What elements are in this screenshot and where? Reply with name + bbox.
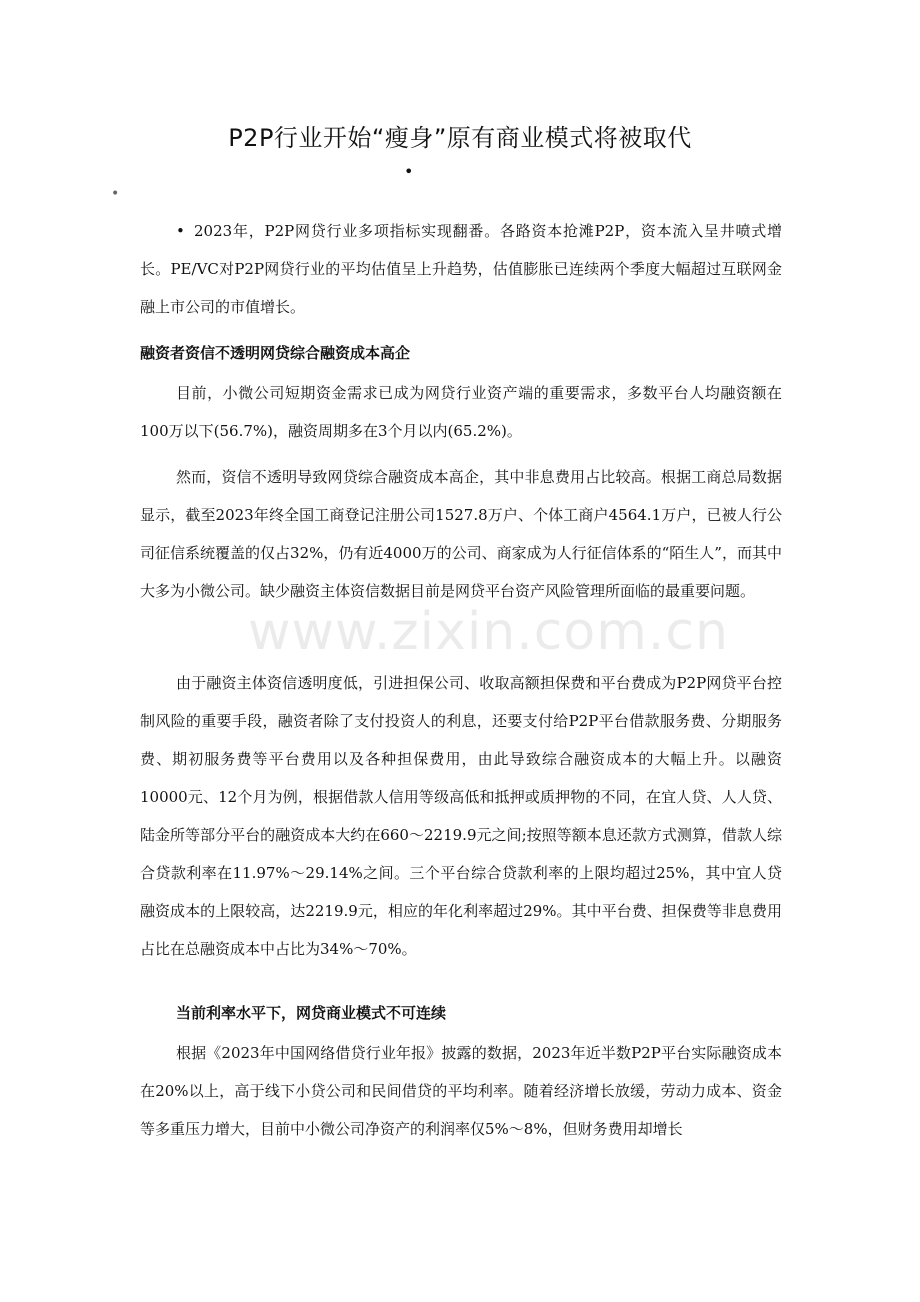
intro-paragraph [140, 212, 782, 326]
paragraph-2: 然而，资信不透明导致网贷综合融资成本高企，其中非息费用占比较高。根据工商总局数据显示，截至2023年终全国工商登记注册公司1527.8万户、个体工商户4564.1万户，已被人行公司征信系统覆盖的仅占32%，仍有近4000万的公司、商家成为人行征信体系的“陌生人”，而其中大多为小微公司。缺少融资主体资信数据目前是网贷平台资产风险管理所面临的最重要问题。 [140, 468, 782, 600]
intro-text: 2023年，P2P网贷行业多项指标实现翻番。各路资本抢滩P2P，资本流入呈井喷式增长。PE/VC对P2P网贷行业的平均估值呈上升趋势，估值膨胀已连续两个季度大幅超过互联网金融上市公司的市值增长。 [140, 222, 782, 316]
bullet-icon: • [176, 222, 185, 240]
paragraph-4: 根据《2023年中国网络借贷行业年报》披露的数据，2023年近半数P2P平台实际融资成本在20%以上，高于线下小贷公司和民间借贷的平均利率。随着经济增长放缓，劳动力成本、资金等多重压力增大，目前中小微公司净资产的利润率仅5%～8%，但财务费用却增长 [140, 1044, 782, 1138]
document-title: P2P行业开始“瘦身”原有商业模式将被取代 [228, 124, 692, 152]
section-heading-1: 融资者资信不透明网贷综合融资成本高企 [140, 344, 411, 362]
watermark: www.zixin.com.cn [248, 602, 729, 662]
title-bullet: • [404, 162, 414, 181]
paragraph-3: 由于融资主体资信透明度低，引进担保公司、收取高额担保费和平台费成为P2P网贷平台控制风险的重要手段，融资者除了支付投资人的利息，还要支付给P2P平台借款服务费、分期服务费、期初服务费等平台费用以及各种担保费用，由此导致综合融资成本的大幅上升。以融资10000元、12个月为例，根据借款人信用等级高低和抵押或质押物的不同，在宜人贷、人人贷、陆金所等部分平台的融资成本大约在660～2219.9元之间;按照等额本息还款方式测算，借款人综合贷款利率在11.97%～29.14%之间。三个平台综合贷款利率的上限均超过25%，其中宜人贷融资成本的上限较高，达2219.9元，相应的年化利率超过29%。其中平台费、担保费等非息费用占比在总融资成本中占比为34%～70%。 [140, 674, 782, 958]
paragraph-1: 目前，小微公司短期资金需求已成为网贷行业资产端的重要需求，多数平台人均融资额在100万以下(56.7%)，融资周期多在3个月以内(65.2%)。 [140, 384, 782, 440]
side-bullet: • [111, 186, 120, 202]
section-heading-2: 当前利率水平下，网贷商业模式不可连续 [176, 1004, 447, 1022]
